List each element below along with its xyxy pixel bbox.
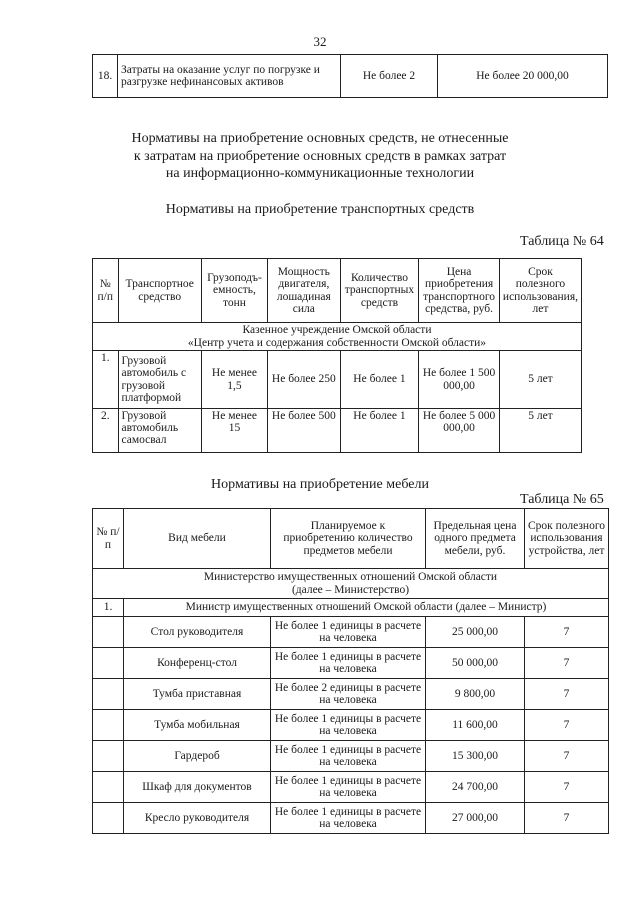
term: 7 [525,741,609,772]
term: 5 лет [499,409,581,453]
term: 7 [525,803,609,834]
row-number: 1. [93,351,119,409]
price: 27 000,00 [426,803,525,834]
table64-label: Таблица № 64 [520,234,604,249]
price: Не более 1 500 000,00 [419,351,500,409]
table-header-row [93,509,609,569]
row-number: 18. [93,55,118,98]
group-line: Министерство имущественных отношений Омской области [203,571,498,584]
group-line: «Центр учета и содержания собственности Омской области» [187,336,487,349]
vehicle-name: Грузовой автомобиль самосвал [118,409,201,453]
power: Не более 500 [268,409,341,453]
furniture-name: Кресло руководителя [124,803,271,834]
col-header: Срок полезного использования устройства, лет [525,509,609,569]
row-price: Не более 20 000,00 [438,55,608,98]
count: Не более 1 [340,409,419,453]
transport-table [92,258,582,453]
term: 5 лет [499,351,581,409]
term: 7 [525,648,609,679]
table-row [93,55,608,98]
furniture-name: Стол руководителя [124,617,271,648]
group-line: (далее – Министерство) [291,583,410,596]
row-number [93,772,124,803]
price: 24 700,00 [426,772,525,803]
row-number [93,617,124,648]
capacity: Не менее 1,5 [201,351,267,409]
col-header: Цена приобретения транспортного средства, руб. [419,259,500,323]
continued-table [92,54,608,98]
furniture-name: Конференц-стол [124,648,271,679]
price: Не более 5 000 000,00 [419,409,500,453]
col-header: Планируемое к приобретению количество предметов мебели [271,509,426,569]
quantity: Не более 1 единицы в расчете на человека [271,648,426,679]
group-row [93,323,582,351]
heading-line: Нормативы на приобретение основных средств, не отнесенные [131,131,509,146]
row-number [93,741,124,772]
term: 7 [525,710,609,741]
row-number [93,679,124,710]
price: 50 000,00 [426,648,525,679]
section-heading [0,130,640,183]
furniture-name: Тумба мобильная [124,710,271,741]
count: Не более 1 [340,351,419,409]
price: 15 300,00 [426,741,525,772]
term: 7 [525,617,609,648]
table-row [93,648,609,679]
quantity: Не более 1 единицы в расчете на человека [271,803,426,834]
col-header: Предельная цена одного предмета мебели, руб. [426,509,525,569]
power: Не более 250 [268,351,341,409]
col-header: Мощность двигателя, лошадиная сила [268,259,341,323]
furniture-name: Тумба приставная [124,679,271,710]
heading-line: к затратам на приобретение основных средств в рамках затрат [133,148,507,164]
quantity: Не более 1 единицы в расчете на человека [271,772,426,803]
table-row [93,679,609,710]
subgroup-title: Министр имущественных отношений Омской области (далее – Министр) [124,599,609,617]
furniture-name: Гардероб [124,741,271,772]
vehicle-name: Грузовой автомобиль с грузовой платформой [118,351,201,409]
quantity: Не более 1 единицы в расчете на человека [271,617,426,648]
col-header: № п/п [93,509,124,569]
term: 7 [525,679,609,710]
group-row [93,569,609,599]
furniture-heading: Нормативы на приобретение мебели [211,477,429,492]
col-header: № п/п [93,259,119,323]
price: 9 800,00 [426,679,525,710]
quantity: Не более 2 единицы в расчете на человека [271,679,426,710]
row-name: Затраты на оказание услуг по погрузке и разгрузке нефинансовых активов [118,55,341,98]
col-header: Вид мебели [124,509,271,569]
table-row [93,710,609,741]
col-header: Срок полезного использования, лет [499,259,581,323]
price: 25 000,00 [426,617,525,648]
quantity: Не более 1 единицы в расчете на человека [271,741,426,772]
transport-heading: Нормативы на приобретение транспортных средств [165,202,475,217]
capacity: Не менее 15 [201,409,267,453]
table-row [93,741,609,772]
table-row [93,772,609,803]
furniture-table [92,508,609,834]
furniture-name: Шкаф для документов [124,772,271,803]
subgroup-number: 1. [93,599,124,617]
col-header: Количество транспортных средств [340,259,419,323]
table-row [93,409,582,453]
row-number [93,710,124,741]
table65-label: Таблица № 65 [520,492,604,507]
page-number: 32 [313,34,327,49]
row-qty: Не более 2 [341,55,438,98]
table-row [93,617,609,648]
col-header: Грузоподъ-емность, тонн [201,259,267,323]
quantity: Не более 1 единицы в расчете на человека [271,710,426,741]
row-number [93,648,124,679]
group-line: Казенное учреждение Омской области [242,324,432,337]
row-number: 2. [93,409,119,453]
col-header: Транспортное средство [118,259,201,323]
term: 7 [525,772,609,803]
table-header-row [93,259,582,323]
table-row [93,351,582,409]
row-number [93,803,124,834]
subgroup-row [93,599,609,617]
table-row [93,803,609,834]
group-title [93,323,582,351]
heading-line: на информационно-коммуникационные технологии [165,166,475,181]
price: 11 600,00 [426,710,525,741]
group-title [93,569,609,599]
